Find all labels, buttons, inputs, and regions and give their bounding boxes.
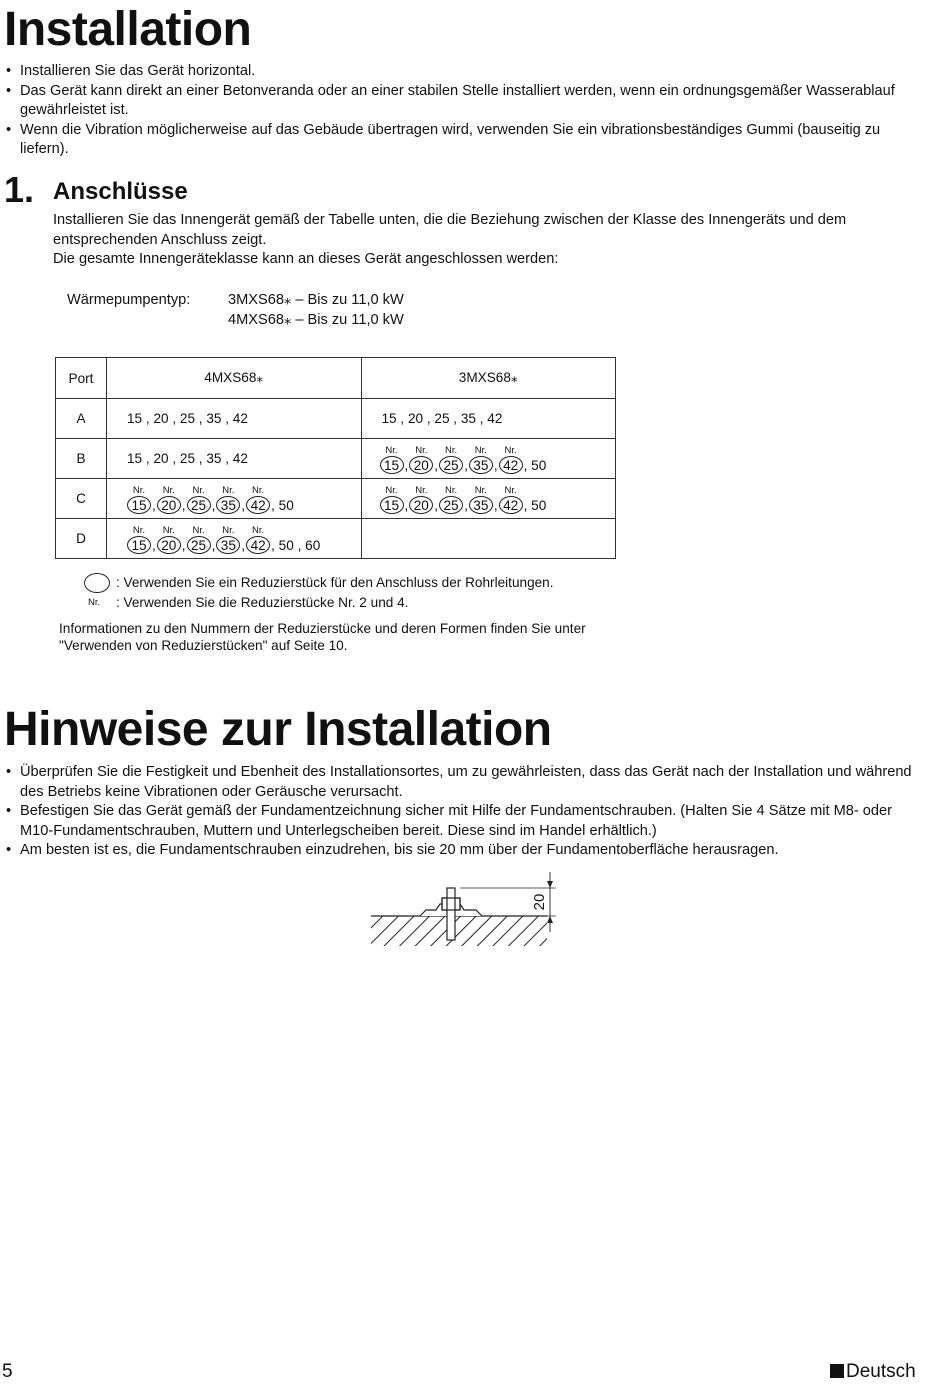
reducer-chip [469,445,493,474]
dimension-label: 20 [531,893,548,911]
notes-bullet: • Überprüfen Sie die Festigkeit und Ebenheit des Installationsortes, um zu gewährleisten, dass das Gerät nach der Installation und während des Betriebs keine Vibrationen oder Geräusche verursacht. [4,763,924,802]
reducer-values [107,525,361,558]
reducer-chip [469,485,493,514]
circled-value: 25 [187,496,211,514]
table-row [56,479,616,519]
installation-bullet: • Wenn die Vibration möglicherweise auf das Gebäude übertragen wird, verwenden Sie ein vibrationsbeständiges Gummi (bauseitig zu liefern). [4,121,924,160]
language-text: Deutsch [846,1361,916,1382]
nr-label: Nr. [385,445,398,456]
separator: , [211,538,216,553]
nr-label: Nr. [385,485,398,496]
reducer-chip [380,485,404,514]
reducer-chip [499,485,523,514]
port-label: B [56,439,107,479]
table-row [56,439,616,479]
reducer-values [107,485,361,518]
class-values: 15 , 20 , 25 , 35 , 42 [127,411,248,426]
legend-nr-text: : Verwenden Sie die Reduzierstücke Nr. 2 und 4. [116,595,409,610]
square-bullet-icon [830,1364,844,1378]
circled-value: 42 [246,536,270,554]
separator: , [464,458,468,473]
nr-label: Nr. [192,525,205,536]
separator: , [404,458,409,473]
legend-info-text: Informationen zu den Nummern der Reduzierstücke und deren Formen finden Sie unter [59,621,586,636]
reducer-chip [216,485,240,514]
reducer-chip [439,445,463,474]
legend-nr-symbol: Nr. [88,597,101,608]
reducer-chip [157,485,181,514]
tail-values: , 50 [523,498,547,513]
section-number: 1. [4,169,35,210]
header-4mxs68: 4MXS68⁎ [107,358,362,399]
circled-value: 15 [380,456,404,474]
cell-3mxs68 [361,439,616,479]
page-number: 5 [2,1361,13,1382]
legend-info-text: "Verwenden von Reduzierstücken" auf Seite 10. [59,638,348,653]
circled-value: 42 [499,496,523,514]
nr-label: Nr. [192,485,205,496]
nr-label: Nr. [252,485,265,496]
port-label: A [56,399,107,439]
nr-label: Nr. [252,525,265,536]
reducer-chip [157,525,181,554]
separator: , [464,498,468,513]
separator: , [241,538,246,553]
nr-label: Nr. [162,525,175,536]
nr-label: Nr. [222,485,235,496]
table-header-row [56,358,616,399]
cell-3mxs68 [361,479,616,519]
circled-value: 25 [439,496,463,514]
circled-value: 15 [127,496,151,514]
cell-3mxs68-empty [361,519,616,559]
port-label: D [56,519,107,559]
circled-value: 42 [246,496,270,514]
nr-label: Nr. [504,445,517,456]
notes-bullet: • Befestigen Sie das Gerät gemäß der Fundamentzeichnung sicher mit Hilfe der Fundamentschrauben. (Halten Sie 4 Sätze mit M8- oder M10-Fundamentschrauben, Muttern und Unterlegscheiben bereit. Diese sind im Handel erhältlich.) [4,802,924,841]
nr-label: Nr. [444,445,458,456]
reducer-values [362,445,616,478]
nr-label: Nr. [222,525,235,536]
reducer-chip [187,485,211,514]
reducer-chip [127,525,151,554]
notes-bullet-list [4,763,924,861]
cell-3mxs68 [361,399,616,439]
class-values: 15 , 20 , 25 , 35 , 42 [127,451,248,466]
circled-value: 25 [187,536,211,554]
section-paragraph: Die gesamte Innengeräteklasse kann an dieses Gerät angeschlossen werden: [53,251,559,267]
separator: , [152,498,156,513]
foundation-bolt-diagram [368,868,568,952]
separator: , [404,498,409,513]
nr-label: Nr. [162,485,175,496]
foundation-hatch [371,916,547,946]
notes-bullet: • Am besten ist es, die Fundamentschrauben einzudrehen, bis sie 20 mm über der Fundamentoberfläche herausragen. [4,841,924,861]
installation-bullet: • Das Gerät kann direkt an einer Betonveranda oder an einer stabilen Stelle installiert werden, wenn ein ordnungsgemäßer Wasserablauf gewährleistet ist. [4,82,924,121]
tail-values: , 50 [271,498,294,513]
circled-value: 15 [380,496,404,514]
tail-values: , 50 [523,458,547,473]
separator: , [211,498,216,513]
cell-4mxs68 [107,439,362,479]
reducer-chip [439,485,463,514]
nr-label: Nr. [444,485,458,496]
page-title-installation: Installation [4,3,252,56]
separator: , [434,498,439,513]
cell-4mxs68 [107,479,362,519]
section-paragraph: Installieren Sie das Innengerät gemäß der Tabelle unten, die die Beziehung zwischen der Klasse des Innengeräts und dem entsprechenden Anschluss zeigt. [53,212,847,248]
reducer-chip [246,525,270,554]
separator: , [434,458,439,473]
header-3mxs68: 3MXS68⁎ [361,358,616,399]
circled-value: 42 [499,456,523,474]
page-title-installation-notes: Hinweise zur Installation [4,703,552,756]
reducer-chip [246,485,270,514]
reducer-chip [216,525,240,554]
circled-value: 20 [157,496,181,514]
nr-label: Nr. [132,485,146,496]
installation-bullet-list [4,62,924,160]
separator: , [493,498,498,513]
header-port: Port [56,358,107,399]
language-label [830,1360,916,1384]
reducer-chip [127,485,151,514]
circled-value: 35 [469,456,493,474]
separator: , [181,498,186,513]
section-title: Anschlüsse [53,178,188,205]
table-row [56,519,616,559]
installation-bullet: • Installieren Sie das Gerät horizontal. [4,62,924,82]
heat-pump-type-value: 4MXS68⁎ – Bis zu 11,0 kW [228,312,404,328]
circled-value: 25 [439,456,463,474]
port-table [55,357,616,559]
circled-value: 35 [216,536,240,554]
cell-4mxs68 [107,519,362,559]
nr-label: Nr. [474,485,487,496]
nr-label: Nr. [474,445,487,456]
circled-value: 20 [409,496,433,514]
heat-pump-type-label: Wärmepumpentyp: [67,292,191,308]
nr-label: Nr. [415,485,428,496]
reducer-chip [409,485,433,514]
reducer-values [362,485,616,518]
reducer-chip [499,445,523,474]
circled-value: 20 [157,536,181,554]
nr-label: Nr. [132,525,146,536]
reducer-oval-symbol [84,573,110,593]
circled-value: 15 [127,536,151,554]
separator: , [241,498,246,513]
class-values: 15 , 20 , 25 , 35 , 42 [381,411,503,426]
reducer-chip [409,445,433,474]
table-row [56,399,616,439]
cell-4mxs68 [107,399,362,439]
separator: , [181,538,186,553]
tail-values: , 50 , 60 [271,538,321,553]
legend-oval-text: : Verwenden Sie ein Reduzierstück für den Anschluss der Rohrleitungen. [116,575,554,590]
reducer-chip [380,445,404,474]
separator: , [152,538,156,553]
nr-label: Nr. [504,485,517,496]
circled-value: 35 [469,496,493,514]
heat-pump-type-value: 3MXS68⁎ – Bis zu 11,0 kW [228,292,404,308]
port-label: C [56,479,107,519]
circled-value: 20 [409,456,433,474]
reducer-chip [187,525,211,554]
circled-value: 35 [216,496,240,514]
nr-label: Nr. [415,445,428,456]
separator: , [493,458,498,473]
